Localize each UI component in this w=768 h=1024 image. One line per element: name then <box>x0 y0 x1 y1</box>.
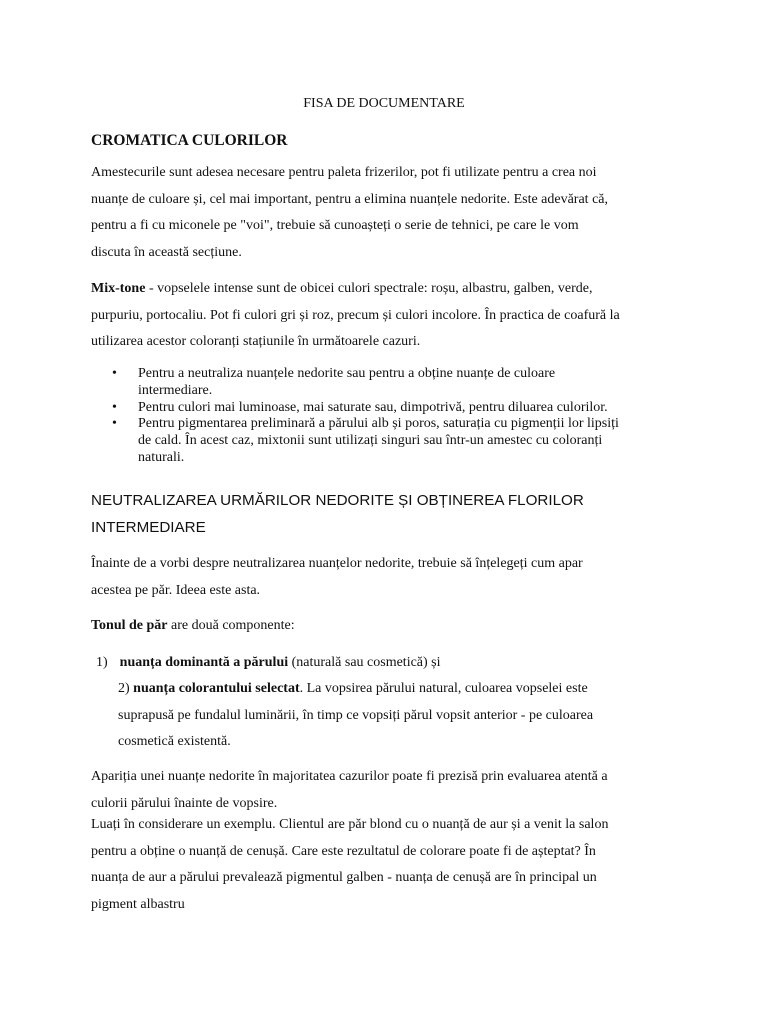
item2-line-1 <box>118 676 593 703</box>
intro-line: Amestecurile sunt adesea necesare pentru paleta frizerilor, pot fi utilizate pentru a crea noi <box>91 165 597 180</box>
document-title: FISA DE DOCUMENTARE <box>303 96 465 111</box>
item2-line-3: cosmetică existentă. <box>118 734 231 749</box>
bullet-line: de cald. În acest caz, mixtonii sunt utilizați singuri sau într-un amestec cu coloranți <box>138 433 603 449</box>
closing-line: culorii părului înainte de vopsire. <box>91 795 278 811</box>
bullet-line: Pentru culori mai luminoase, mai saturate sau, dimpotrivă, pentru diluarea culorilor. <box>138 399 608 415</box>
item2-text: . La vopsirea părului natural, culoarea vopselei este <box>299 681 588 696</box>
item2-bold: nuanța colorantului selectat <box>133 681 300 696</box>
mixtone-line-1 <box>91 276 691 303</box>
bullet-icon: • <box>112 416 117 432</box>
mixtone-line1-text: - vopselele intense sunt de obicei culori spectrale: roșu, albastru, galben, verde, <box>145 281 593 296</box>
item1-text: (naturală sau cosmetică) și <box>288 655 441 670</box>
intro-line: nuanțe de culoare și, cel mai important, pentru a elimina nuanțele nedorite. Este adevărat că, <box>91 191 609 207</box>
bullet-item <box>110 416 680 466</box>
item1-bold: nuanța dominantă a părului <box>119 655 289 670</box>
tone-paragraph <box>91 613 691 640</box>
section2-intro-line: acestea pe păr. Ideea este asta. <box>91 582 261 598</box>
closing-line: nuanța de aur a părului prevalează pigmentul galben - nuanța de cenușă are în principal un <box>91 870 597 885</box>
bullet-line: naturali. <box>138 449 185 465</box>
section2-intro-paragraph <box>91 551 691 604</box>
intro-paragraph <box>91 160 691 266</box>
bullet-line: intermediare. <box>138 382 213 398</box>
mixtone-paragraph <box>91 276 691 356</box>
intro-line: discuta în această secțiune. <box>91 244 242 260</box>
item-number: 1) <box>96 655 108 670</box>
section-heading-cromatica: CROMATICA CULORILOR <box>91 132 288 149</box>
mixtone-line-2: purpuriu, portocaliu. Pot fi culori gri și roz, precum și culori incolore. În practica de coafură la <box>91 307 620 323</box>
numbered-item-1 <box>96 650 441 677</box>
bullet-item <box>110 400 680 417</box>
item2-line-2: suprapusă pe fundalul luminării, în timp ce vopsiți părul vopsit anterior - pe culoarea <box>118 707 594 723</box>
section-heading-line: NEUTRALIZAREA URMĂRILOR NEDORITE ȘI OBȚINEREA FLORILOR <box>91 492 584 509</box>
bullet-item <box>110 366 680 400</box>
bullet-icon: • <box>112 366 117 381</box>
closing-line: pentru a obține o nuanță de cenușă. Care este rezultatul de colorare poate fi de așteptat? În <box>91 843 596 859</box>
numbered-item-2 <box>118 676 593 756</box>
bullet-line: Pentru a neutraliza nuanțele nedorite sau pentru a obține nuanțe de culoare <box>138 366 556 381</box>
section2-intro-line: Înainte de a vorbi despre neutralizarea nuanțelor nedorite, trebuie să înțelegeți cum apar <box>91 556 583 571</box>
bullet-list <box>110 366 680 467</box>
tone-text: are două componente: <box>167 618 295 633</box>
tone-term: Tonul de păr <box>91 618 168 633</box>
mixtone-line-3: utilizarea acestor coloranți stațiunile în următoarele cazuri. <box>91 334 421 349</box>
bullet-icon: • <box>112 399 117 415</box>
item2-prefix: 2) <box>118 681 134 696</box>
closing-line: Apariția unei nuanțe nedorite în majoritatea cazurilor poate fi prezisă prin evaluarea atentă a <box>91 769 608 784</box>
closing-paragraph <box>91 764 691 918</box>
closing-line: Luați în considerare un exemplu. Clientul are păr blond cu o nuanță de aur și a venit la salon <box>91 817 609 832</box>
mixtone-term: Mix-tone <box>91 281 146 296</box>
closing-line: pigment albastru <box>91 896 185 912</box>
section-heading-neutralizarea <box>91 488 691 541</box>
intro-line: pentru a fi cu miconele pe "voi", trebuie să cunoașteți o serie de tehnici, pe care le vom <box>91 218 579 233</box>
bullet-line: Pentru pigmentarea preliminară a părului alb și poros, saturația cu pigmenții lor lipsiți <box>138 416 619 432</box>
section-heading-line: INTERMEDIARE <box>91 518 206 536</box>
